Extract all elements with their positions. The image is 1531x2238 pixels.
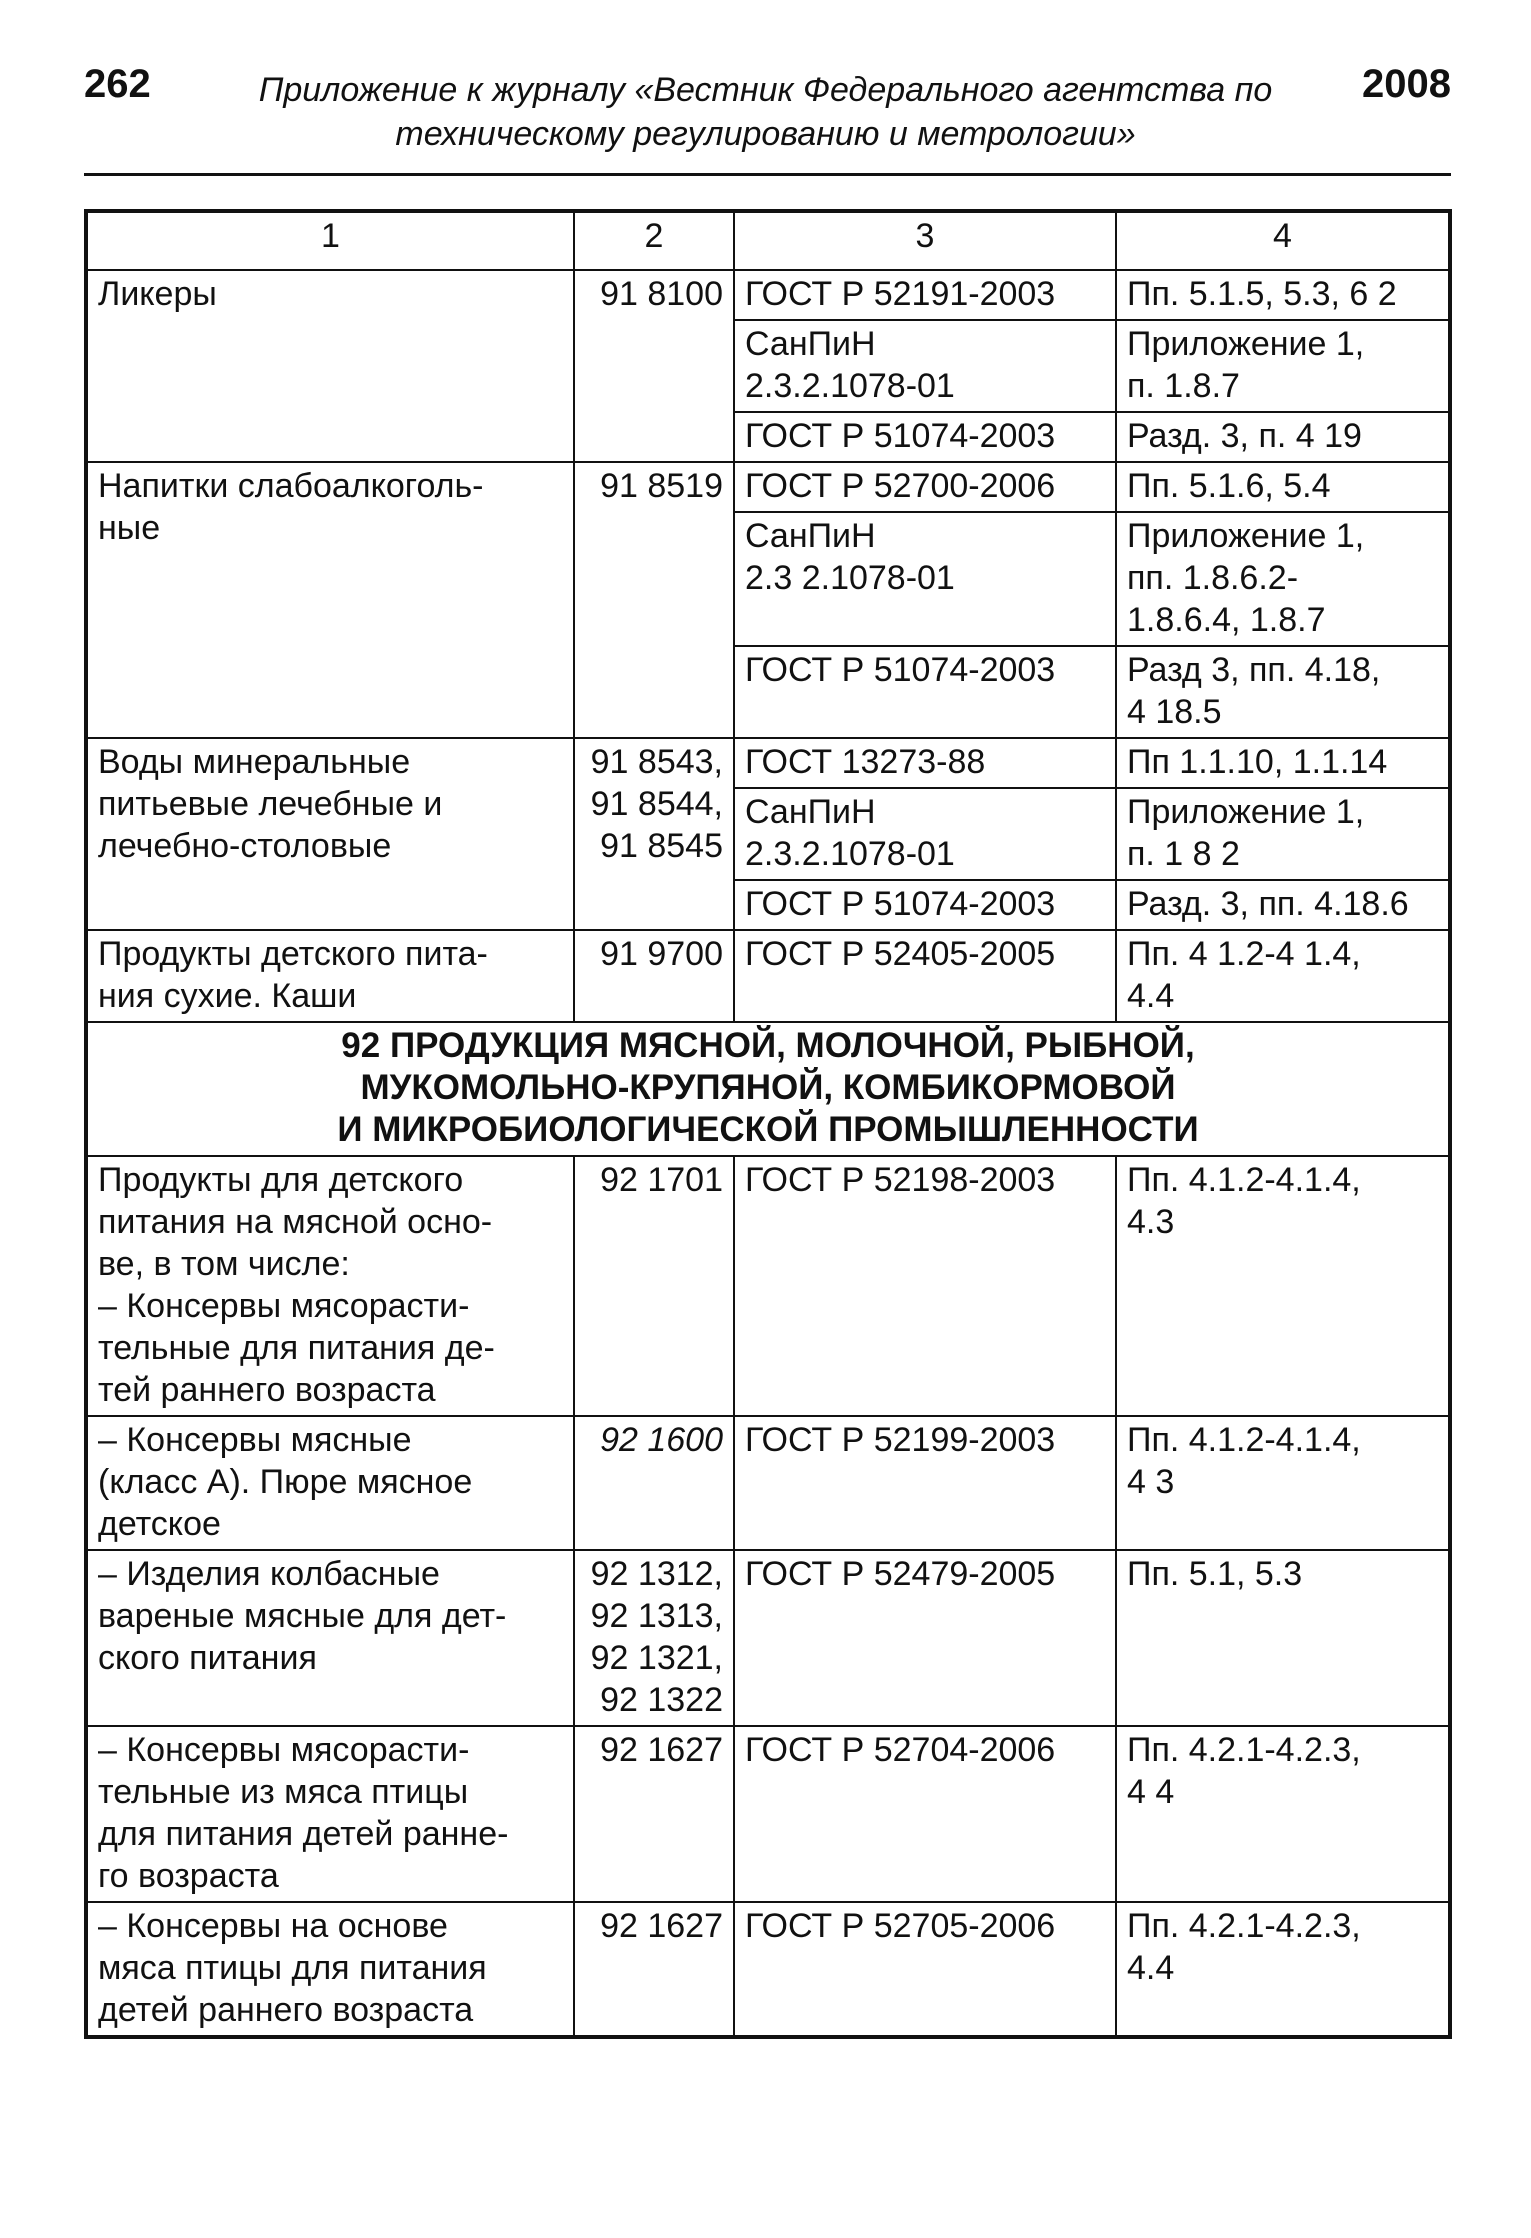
document-cell: ГОСТ 13273-88 <box>734 738 1116 788</box>
column-header: 3 <box>734 211 1116 270</box>
table-row <box>86 1726 1450 1902</box>
column-header: 4 <box>1116 211 1450 270</box>
clause-cell: Пп. 5.1.6, 5.4 <box>1116 462 1450 512</box>
column-header: 2 <box>574 211 734 270</box>
product-cell: Ликеры <box>86 270 574 462</box>
product-cell: – Консервы мясные (класс А). Пюре мясное детское <box>86 1416 574 1550</box>
clause-cell: Пп. 5.1.5, 5.3, 6 2 <box>1116 270 1450 320</box>
document-cell: ГОСТ Р 51074-2003 <box>734 880 1116 930</box>
table-row <box>86 738 1450 788</box>
document-cell: ГОСТ Р 52199-2003 <box>734 1416 1116 1550</box>
header-row <box>86 211 1450 270</box>
code-cell: 92 1600 <box>574 1416 734 1550</box>
document-cell: ГОСТ Р 52704-2006 <box>734 1726 1116 1902</box>
clause-cell: Приложение 1, п. 1 8 2 <box>1116 788 1450 880</box>
code-cell: 92 1312, 92 1313, 92 1321, 92 1322 <box>574 1550 734 1726</box>
code-cell: 92 1701 <box>574 1156 734 1416</box>
clause-cell: Пп. 4.2.1-4.2.3, 4 4 <box>1116 1726 1450 1902</box>
product-cell: – Консервы на основе мяса птицы для питания детей раннего возраста <box>86 1902 574 2037</box>
section-row <box>86 1022 1450 1156</box>
document-cell: ГОСТ Р 51074-2003 <box>734 412 1116 462</box>
table-row <box>86 1902 1450 2037</box>
clause-cell: Разд. 3, п. 4 19 <box>1116 412 1450 462</box>
clause-cell: Разд. 3, пп. 4.18.6 <box>1116 880 1450 930</box>
clause-cell: Приложение 1, п. 1.8.7 <box>1116 320 1450 412</box>
clause-cell: Пп 1.1.10, 1.1.14 <box>1116 738 1450 788</box>
code-cell: 92 1627 <box>574 1726 734 1902</box>
code-cell: 91 9700 <box>574 930 734 1022</box>
document-cell: ГОСТ Р 52705-2006 <box>734 1902 1116 2037</box>
clause-cell: Пп. 5.1, 5.3 <box>1116 1550 1450 1726</box>
section-heading: 92 ПРОДУКЦИЯ МЯСНОЙ, МОЛОЧНОЙ, РЫБНОЙ, МУКОМОЛЬНО-КРУПЯНОЙ, КОМБИКОРМОВОЙ И МИКРОБИОЛОГИЧЕСКОЙ ПРОМЫШЛЕННОСТИ <box>86 1022 1450 1156</box>
document-cell: ГОСТ Р 52191-2003 <box>734 270 1116 320</box>
document-cell: СанПиН 2.3.2.1078-01 <box>734 788 1116 880</box>
year: 2008 <box>1362 62 1451 106</box>
document-cell: ГОСТ Р 51074-2003 <box>734 646 1116 738</box>
journal-title: Приложение к журналу «Вестник Федерального агентства по техническому регулированию и метрологии» <box>258 71 1273 153</box>
document-cell: ГОСТ Р 52479-2005 <box>734 1550 1116 1726</box>
table-row <box>86 1550 1450 1726</box>
standards-table <box>84 209 1452 2039</box>
document-cell: ГОСТ Р 52405-2005 <box>734 930 1116 1022</box>
clause-cell: Пп. 4 1.2-4 1.4, 4.4 <box>1116 930 1450 1022</box>
product-cell: Напитки слабоалкоголь- ные <box>86 462 574 738</box>
product-cell: – Изделия колбасные вареные мясные для дет- ского питания <box>86 1550 574 1726</box>
table-row <box>86 1416 1450 1550</box>
clause-cell: Разд 3, пп. 4.18, 4 18.5 <box>1116 646 1450 738</box>
document-cell: СанПиН 2.3 2.1078-01 <box>734 512 1116 646</box>
product-cell: Продукты детского пита- ния сухие. Каши <box>86 930 574 1022</box>
clause-cell: Пп. 4.1.2-4.1.4, 4 3 <box>1116 1416 1450 1550</box>
clause-cell: Приложение 1, пп. 1.8.6.2- 1.8.6.4, 1.8.7 <box>1116 512 1450 646</box>
header-rule <box>84 173 1451 176</box>
document-cell: СанПиН 2.3.2.1078-01 <box>734 320 1116 412</box>
page-number: 262 <box>84 62 151 106</box>
table-row <box>86 930 1450 1022</box>
document-cell: ГОСТ Р 52198-2003 <box>734 1156 1116 1416</box>
product-cell: – Консервы мясорасти- тельные из мяса птицы для питания детей ранне- го возраста <box>86 1726 574 1902</box>
code-cell: 92 1627 <box>574 1902 734 2037</box>
product-cell: Продукты для детского питания на мясной осно- ве, в том числе: – Консервы мясорасти- тельные для питания де- тей раннего возраста <box>86 1156 574 1416</box>
code-cell: 91 8543, 91 8544, 91 8545 <box>574 738 734 930</box>
code-cell: 91 8100 <box>574 270 734 462</box>
column-header: 1 <box>86 211 574 270</box>
document-cell: ГОСТ Р 52700-2006 <box>734 462 1116 512</box>
table-row <box>86 1156 1450 1416</box>
product-cell: Воды минеральные питьевые лечебные и лечебно-столовые <box>86 738 574 930</box>
clause-cell: Пп. 4.2.1-4.2.3, 4.4 <box>1116 1902 1450 2037</box>
table-row <box>86 270 1450 320</box>
code-cell: 91 8519 <box>574 462 734 738</box>
clause-cell: Пп. 4.1.2-4.1.4, 4.3 <box>1116 1156 1450 1416</box>
table-row <box>86 462 1450 512</box>
